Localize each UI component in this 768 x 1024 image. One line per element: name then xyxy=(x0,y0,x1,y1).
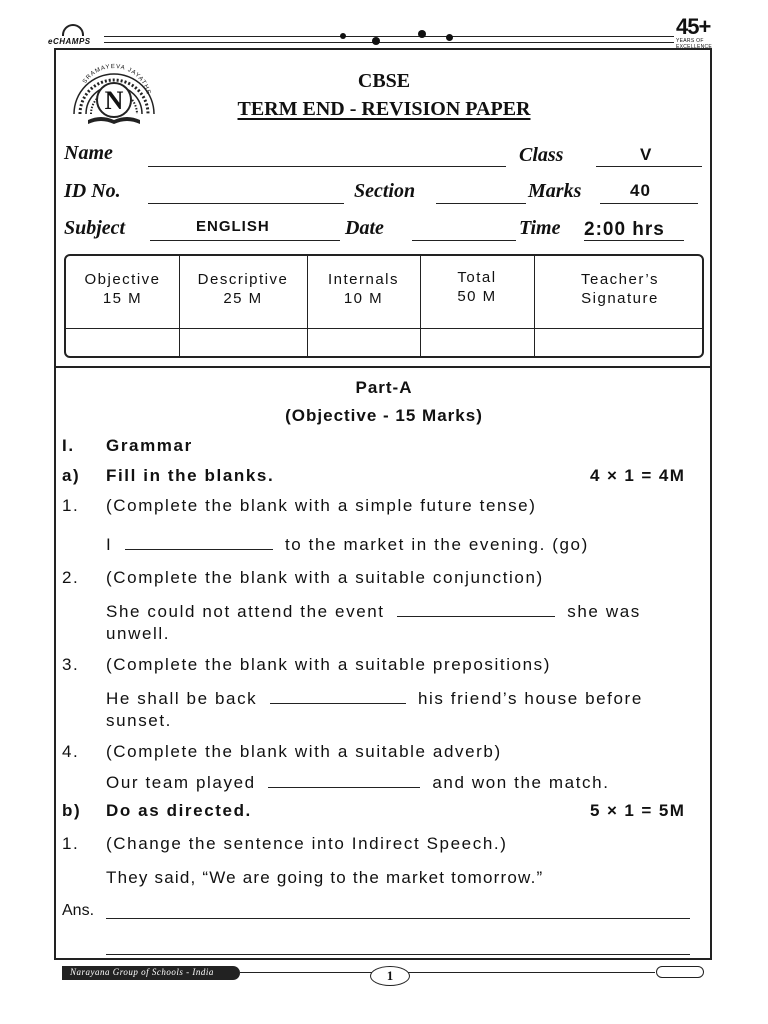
q2-number: 2. xyxy=(62,568,80,587)
logo-motto: SRAMAYEVA JAYATHE xyxy=(82,63,152,96)
decor-dot xyxy=(418,30,426,38)
q2-continuation: unwell. xyxy=(106,624,171,643)
part-b-label: b) xyxy=(62,801,82,820)
decor-dot xyxy=(340,33,346,39)
time-value: 2:00 hrs xyxy=(584,219,665,240)
part-b-title: Do as directed. xyxy=(106,801,252,820)
badge-caption: YEARS OF EXCELLENCE xyxy=(676,38,713,50)
date-label: Date xyxy=(345,217,384,239)
badge-number: 45+ xyxy=(676,14,711,39)
b-q1-instruction: (Change the sentence into Indirect Speech.) xyxy=(106,834,508,853)
time-label: Time xyxy=(519,217,561,239)
q3-blank[interactable] xyxy=(270,688,406,704)
name-field[interactable] xyxy=(148,166,506,167)
q3-continuation: sunset. xyxy=(106,711,173,730)
id-field[interactable] xyxy=(148,203,344,204)
signature-cell[interactable] xyxy=(534,330,704,358)
echamps-logo xyxy=(48,24,108,46)
marks-header-signature: Teacher’s Signature xyxy=(581,271,659,307)
board-title: CBSE xyxy=(357,70,411,92)
b-q1-number: 1. xyxy=(62,834,80,853)
decor-dot xyxy=(446,34,453,41)
part-title: Part-A xyxy=(355,378,413,397)
section-number: I. xyxy=(62,436,75,455)
subject-value: ENGLISH xyxy=(196,218,270,235)
total-score-cell[interactable] xyxy=(420,330,534,358)
q2-instruction: (Complete the blank with a suitable conjunction) xyxy=(106,568,544,587)
marks-label: Marks xyxy=(528,180,582,202)
q3-number: 3. xyxy=(62,655,80,674)
answer-line-2[interactable] xyxy=(106,954,690,955)
q1-number: 1. xyxy=(62,496,80,515)
class-value: V xyxy=(640,145,653,164)
class-field[interactable] xyxy=(596,166,702,167)
decor-dot xyxy=(372,37,380,45)
q3-sentence: He shall be back his friend’s house before xyxy=(106,689,643,708)
b-q1-sentence: They said, “We are going to the market tomorrow.” xyxy=(106,868,544,887)
q1-sentence: I to the market in the evening. (go) xyxy=(106,535,589,554)
q2-sentence: She could not attend the event she was xyxy=(106,602,641,621)
answer-label: Ans. xyxy=(62,902,95,919)
id-label: ID No. xyxy=(64,180,121,202)
subject-field[interactable] xyxy=(150,240,340,241)
part-a-label: a) xyxy=(62,466,81,485)
q2-blank[interactable] xyxy=(397,601,555,617)
footer-rule xyxy=(240,972,655,973)
q3-instruction: (Complete the blank with a suitable prepositions) xyxy=(106,655,552,674)
marks-header-objective: Objective 15 M xyxy=(84,271,161,307)
anniversary-badge xyxy=(676,16,716,50)
class-label: Class xyxy=(519,144,564,166)
part-b-marks: 5 × 1 = 5M xyxy=(590,801,686,820)
q4-sentence: Our team played and won the match. xyxy=(106,773,610,792)
marks-value: 40 xyxy=(630,181,651,200)
q4-number: 4. xyxy=(62,742,80,761)
header-rule-thin xyxy=(104,42,674,43)
brand-name: eCHAMPS xyxy=(48,37,91,46)
logo-letter: N xyxy=(104,86,124,115)
q1-instruction: (Complete the blank with a simple future tense) xyxy=(106,496,537,515)
marks-table xyxy=(64,254,704,358)
footer-school-band xyxy=(62,966,240,980)
section-title: Grammar xyxy=(106,436,193,455)
q4-blank[interactable] xyxy=(268,772,420,788)
part-a-marks: 4 × 1 = 4M xyxy=(590,466,686,485)
internals-score-cell[interactable] xyxy=(307,330,420,358)
descriptive-score-cell[interactable] xyxy=(179,330,307,358)
name-label: Name xyxy=(64,142,113,164)
marks-header-total: Total 50 M xyxy=(457,269,497,305)
q4-instruction: (Complete the blank with a suitable adverb) xyxy=(106,742,502,761)
section-label: Section xyxy=(354,180,416,202)
footer-school-name: Narayana Group of Schools - India xyxy=(70,967,214,977)
footer-logo xyxy=(656,966,704,978)
marks-field[interactable] xyxy=(600,203,698,204)
page-number: 1 xyxy=(370,966,410,986)
q1-blank[interactable] xyxy=(125,534,273,550)
part-a-title: Fill in the blanks. xyxy=(106,466,275,485)
header-rule xyxy=(104,36,674,37)
subject-label: Subject xyxy=(64,217,126,239)
header-separator xyxy=(54,366,712,368)
objective-score-cell[interactable] xyxy=(66,330,179,358)
part-subtitle: (Objective - 15 Marks) xyxy=(285,406,483,425)
answer-line-1[interactable] xyxy=(106,918,690,919)
paper-title: TERM END - REVISION PAPER xyxy=(237,98,531,120)
marks-header-internals: Internals 10 M xyxy=(327,271,400,307)
date-field[interactable] xyxy=(412,240,516,241)
marks-header-descriptive: Descriptive 25 M xyxy=(197,271,289,307)
section-field[interactable] xyxy=(436,203,526,204)
